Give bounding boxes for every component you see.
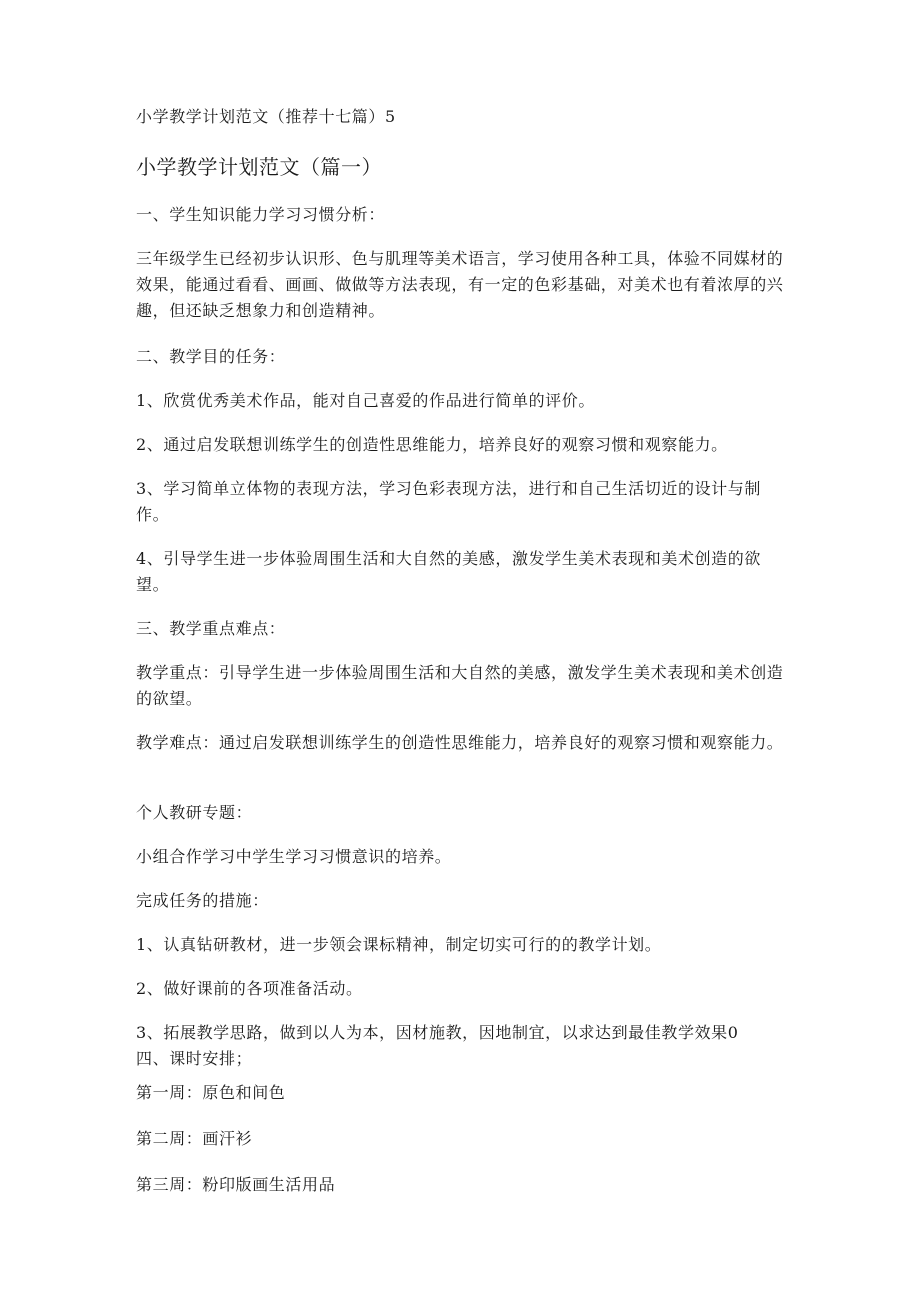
paragraph-research-topic: 小组合作学习中学生学习习惯意识的培养。: [136, 847, 452, 866]
task-item-1: 1、欣赏优秀美术作品，能对自己喜爱的作品进行简单的评价。: [136, 391, 595, 410]
heading-key-points: 三、教学重点难点：: [136, 619, 286, 638]
section-title: 小学教学计划范文（篇一）: [136, 155, 382, 179]
heading-measures: 完成任务的措施：: [136, 891, 269, 910]
task-item-3: 3、学习简单立体物的表现方法，学习色彩表现方法，进行和自己生活切近的设计与制作。: [136, 479, 761, 524]
heading-teaching-tasks: 二、教学目的任务：: [136, 347, 286, 366]
schedule-week-3: 第三周：粉印版画生活用品: [136, 1175, 336, 1194]
paragraph-key-point: 教学重点：引导学生进一步体验周围生活和大自然的美感，激发学生美术表现和美术创造的欲望。: [136, 663, 784, 708]
measure-item-2: 2、做好课前的各项准备活动。: [136, 979, 363, 998]
heading-research-topic: 个人教研专题：: [136, 803, 253, 822]
heading-schedule: 四、课时安排；: [136, 1049, 253, 1068]
paragraph-student-analysis: 三年级学生已经初步认识形、色与肌理等美术语言，学习使用各种工具，体验不同媒材的效果，能通过看看、画画、做做等方法表现，有一定的色彩基础，对美术也有着浓厚的兴趣，但还缺乏想象力和创造精神。: [136, 249, 784, 320]
heading-student-analysis: 一、学生知识能力学习习惯分析：: [136, 205, 386, 224]
document-title: 小学教学计划范文（推荐十七篇）5: [136, 107, 396, 126]
paragraph-difficulty: 教学难点：通过启发联想训练学生的创造性思维能力，培养良好的观察习惯和观察能力。: [136, 733, 784, 752]
measure-item-1: 1、认真钻研教材，进一步领会课标精神，制定切实可行的的教学计划。: [136, 935, 662, 954]
task-item-2: 2、通过启发联想训练学生的创造性思维能力，培养良好的观察习惯和观察能力。: [136, 435, 728, 454]
schedule-week-1: 第一周：原色和间色: [136, 1083, 286, 1102]
measure-item-3: 3、拓展教学思路，做到以人为本，因材施教，因地制宜，以求达到最佳教学效果0: [136, 1023, 739, 1042]
task-item-4: 4、引导学生进一步体验周围生活和大自然的美感，激发学生美术表现和美术创造的欲望。: [136, 549, 761, 594]
schedule-week-2: 第二周：画汗衫: [136, 1129, 253, 1148]
